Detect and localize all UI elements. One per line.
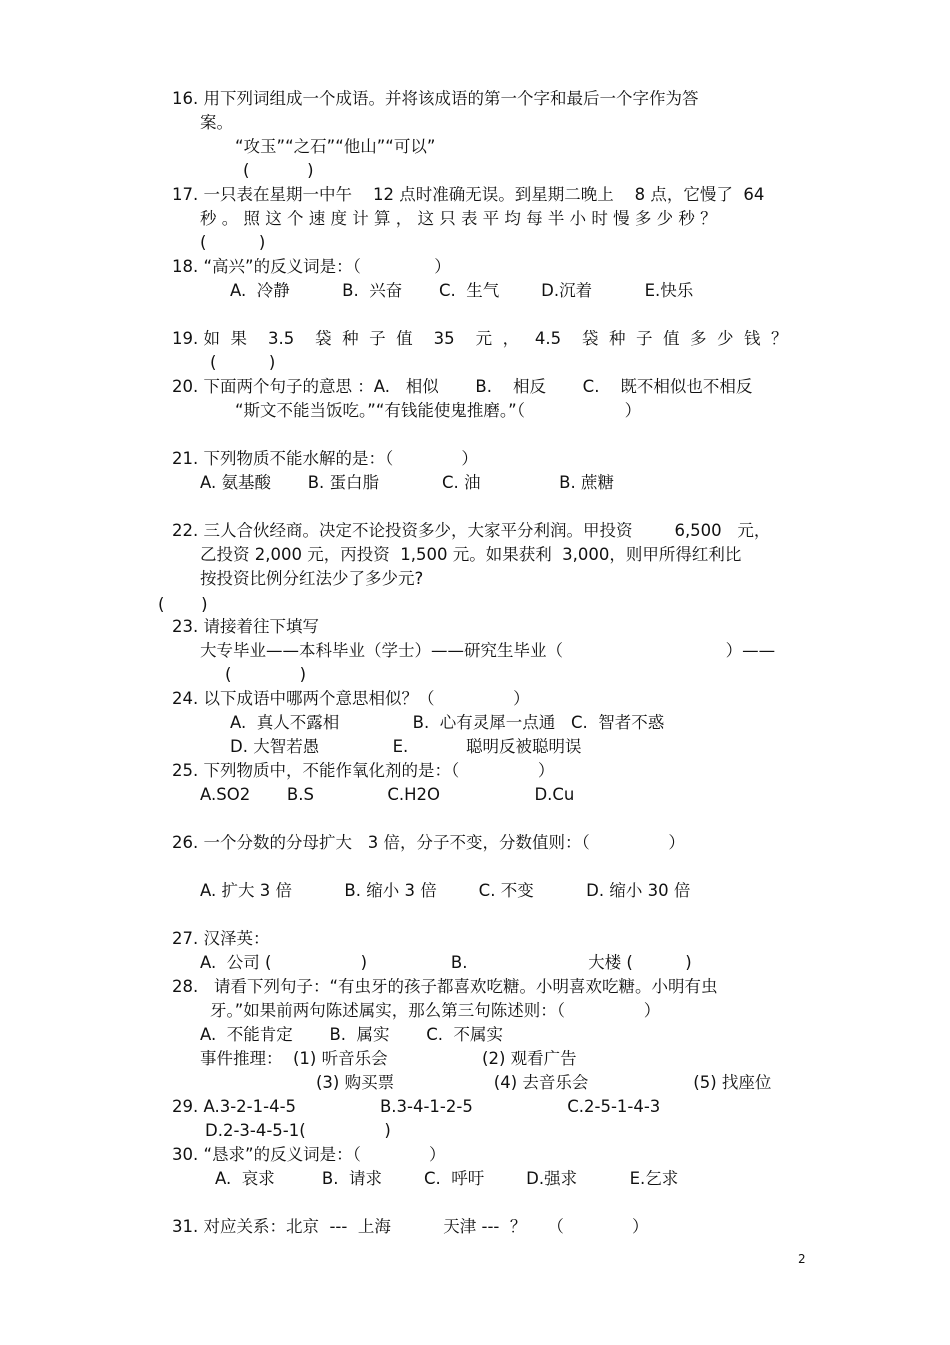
text-line: ( ) [200, 233, 266, 252]
text-line: A.SO2 B.S C.H2O D.Cu [200, 785, 575, 804]
text-line: D.2-3-4-5-1( ) [205, 1121, 391, 1140]
text-line: 17. 一只表在星期一中午 12 点时准确无误。到星期二晚上 8 点，它慢了 64 [172, 185, 765, 204]
text-line: “攻玉”“之石”“他山”“可以” [235, 137, 436, 156]
text-line: D. 大智若愚 E. 聪明反被聪明误 [230, 737, 582, 756]
text-line: (3) 购买票 (4) 去音乐会 (5) 找座位 [316, 1073, 772, 1092]
text-line: A. 氨基酸 B. 蛋白脂 C. 油 B. 蔗糖 [200, 473, 614, 492]
text-line: 29. A.3-2-1-4-5 B.3-4-1-2-5 C.2-5-1-4-3 [172, 1097, 661, 1116]
text-line: 28. 请看下列句子：“有虫牙的孩子都喜欢吃糖。小明喜欢吃糖。小明有虫 [172, 977, 718, 996]
text-line: ( ) [243, 161, 314, 180]
text-line: 27. 汉泽英： [172, 929, 270, 948]
text-line: 21. 下列物质不能水解的是：（ ） [172, 449, 478, 468]
text-line: 18. “高兴”的反义词是：（ ） [172, 257, 451, 276]
text-line: 秒 。 照 这 个 速 度 计 算 ， 这 只 表 平 均 每 半 小 时 慢 多 少 秒 ？ [200, 209, 717, 228]
text-line: 24. 以下成语中哪两个意思相似？（ ） [172, 689, 530, 708]
text-line: 牙。”如果前两句陈述属实，那么第三句陈述则：（ ） [210, 1001, 661, 1020]
text-line: ( ) [225, 665, 307, 684]
text-line: A. 扩大 3 倍 B. 缩小 3 倍 C. 不变 D. 缩小 30 倍 [200, 881, 691, 900]
text-line: 22. 三人合伙经商。决定不论投资多少，大家平分利润。甲投资 6,500 元， [172, 521, 771, 540]
text-line: 25. 下列物质中，不能作氧化剂的是：（ ） [172, 761, 555, 780]
text-line: A. 哀求 B. 请求 C. 呼吁 D.强求 E.乞求 [215, 1169, 679, 1188]
text-line: “斯文不能当饭吃。”“有钱能使鬼推磨。”（ ） [235, 401, 642, 420]
text-line: A. 不能肯定 B. 属实 C. 不属实 [200, 1025, 503, 1044]
text-line: 19. 如 果 3.5 袋 种 子 值 35 元 ， 4.5 袋 种 子 值 多 少 钱 ？ [172, 329, 788, 348]
text-line: 20. 下面两个句子的意思 ：A. 相似 B. 相反 C. 既不相似也不相反 [172, 377, 753, 396]
text-line: A. 真人不露相 B. 心有灵犀一点通 C. 智者不惑 [230, 713, 665, 732]
page-number: 2 [798, 1252, 806, 1266]
text-line: A. 冷静 B. 兴奋 C. 生气 D.沉着 E.快乐 [230, 281, 694, 300]
text-line: 案。 [200, 113, 233, 132]
text-line: 事件推理： (1) 听音乐会 (2) 观看广告 [200, 1049, 577, 1068]
text-line: 31. 对应关系：北京 --- 上海 天津 --- ？ （ ） [172, 1217, 649, 1236]
text-line: A. 公司 ( ) B. 大楼 ( ) [200, 953, 692, 972]
text-line: 按投资比例分红法少了多少元? [200, 569, 424, 588]
text-line: 16. 用下列词组成一个成语。并将该成语的第一个字和最后一个字作为答 [172, 89, 699, 108]
text-line: 23. 请接着往下填写 [172, 617, 319, 636]
text-line: ( ) [210, 353, 276, 372]
text-line: 乙投资 2,000 元，丙投资 1,500 元。如果获利 3,000，则甲所得红利比 [200, 545, 742, 564]
text-line: 30. “恳求”的反义词是：（ ） [172, 1145, 446, 1164]
text-line: 大专毕业——本科毕业（学士）——研究生毕业（ ）—— [200, 641, 776, 660]
text-line: ( ) [158, 595, 208, 614]
text-line: 26. 一个分数的分母扩大 3 倍，分子不变，分数值则：（ ） [172, 833, 685, 852]
